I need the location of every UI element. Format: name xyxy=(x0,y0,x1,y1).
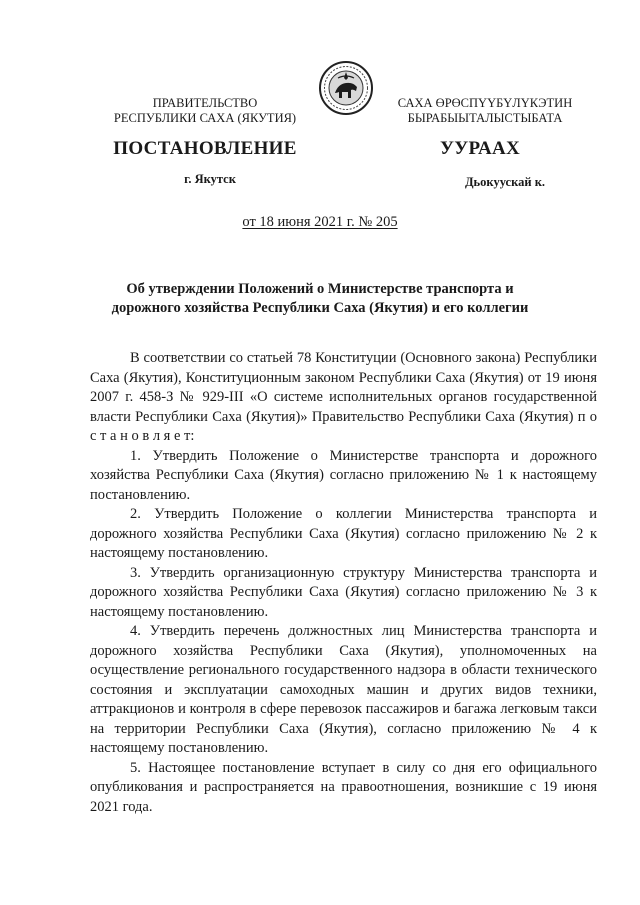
date-number-line xyxy=(100,214,540,231)
clause-paragraph: 5. Настоящее постановление вступает в силу со дня его официального опубликования и распространяется на правоотношения, возникшие с 19 июня 2021 года. xyxy=(90,759,597,815)
government-name-sakha xyxy=(365,96,605,126)
doc-type-sakha: УУРААХ xyxy=(439,138,521,159)
city-sakha: Дьокуускай к. xyxy=(464,175,546,189)
clause-paragraph: 1. Утвердить Положение о Министерстве транспорта и дорожного хозяйства Республики Саха (Якутия) согласно приложению № 1 к настоящему постановлению. xyxy=(90,447,597,503)
government-name-sakha-line-1: САХА ӨРӨСПҮҮБҮЛҮКЭТИН xyxy=(397,96,573,110)
date-number: от 18 июня 2021 г. № 205 xyxy=(242,214,398,230)
city-ru: г. Якутск xyxy=(184,172,236,186)
document-subject: Об утверждении Положений о Министерстве транспорта и дорожного хозяйства Республики Саха (Якутия) и его коллегии xyxy=(111,281,529,316)
clause-paragraph: 3. Утвердить организационную структуру Министерства транспорта и дорожного хозяйства Республики Саха (Якутия) согласно приложению № 3 к настоящему постановлению. xyxy=(90,564,597,620)
government-name-sakha-line-2: БЫРАБЫЫТАЛЫСТЫБАТА xyxy=(407,111,563,125)
preamble-paragraph: В соответствии со статьей 78 Конституции (Основного закона) Республики Саха (Якутия), Конституционным законом Республики Саха (Якутия) от 19 июня 2007 г. 458-З № 929-III «О системе исполнительных органов государственной власти Республики Саха (Якутия)» Правительство Республики Саха (Якутия) п о с т а н о в л я е т: xyxy=(90,350,597,444)
document-body xyxy=(90,349,597,817)
clause-paragraph: 2. Утвердить Положение о коллегии Министерства транспорта и дорожного хозяйства Республики Саха (Якутия) согласно приложению № 2 к настоящему постановлению. xyxy=(90,506,597,561)
clause-paragraph: 4. Утвердить перечень должностных лиц Министерства транспорта и дорожного хозяйства Республики Саха (Якутия), уполномоченных на осуществление регионального государственного надзора в области технического состояния и эксплуатации самоходных машин и других видов техники, аттракционов и контроля в сфере перевозок пассажиров и багажа легковым такси на территории Республики Саха (Якутия), согласно приложению № 4 к настоящему постановлению. xyxy=(90,623,597,756)
government-name-ru-line-2: РЕСПУБЛИКИ САХА (ЯКУТИЯ) xyxy=(113,111,297,125)
government-name-ru-line-1: ПРАВИТЕЛЬСТВО xyxy=(152,96,258,110)
government-name-ru xyxy=(85,96,325,126)
doc-type-ru: ПОСТАНОВЛЕНИЕ xyxy=(113,138,297,159)
